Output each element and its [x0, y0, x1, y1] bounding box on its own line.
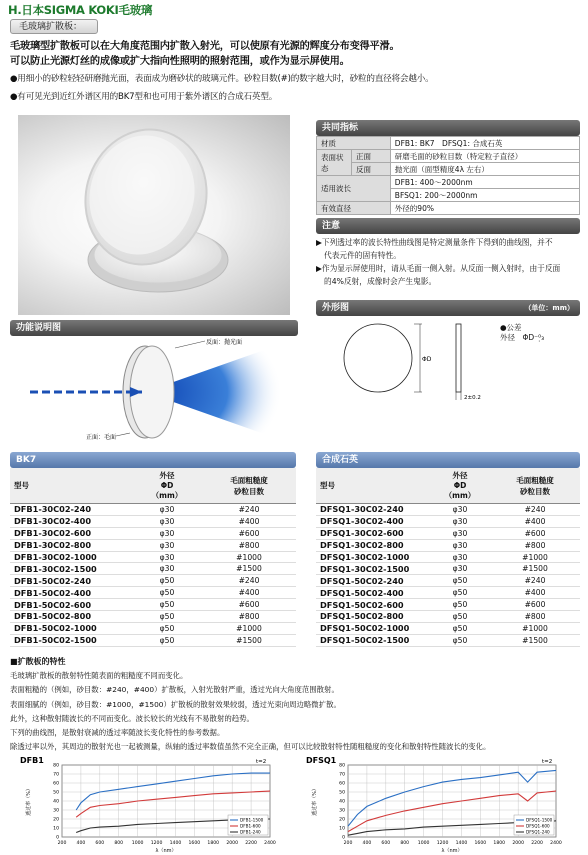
outline-header — [316, 300, 580, 316]
spec-header: 共同指标 — [316, 120, 580, 136]
tolerance-label: ●公差 — [500, 323, 522, 332]
spec-label-aperture: 有效直径 — [317, 202, 391, 215]
y-tick-label: 40 — [339, 799, 345, 805]
x-tick-label: 2000 — [512, 841, 525, 846]
x-tick-label: 200 — [57, 841, 67, 846]
x-tick-label: 2000 — [226, 841, 239, 846]
quartz-grit-cell: #240 — [490, 504, 580, 516]
spec-value-material: DFB1: BK7 DFSQ1: 合成石英 — [390, 137, 579, 150]
y-tick-label: 70 — [53, 772, 59, 778]
bk7-model-cell: DFB1-30C02-1000 — [10, 551, 132, 563]
y-tick-label: 70 — [339, 772, 345, 778]
quartz-grit-cell: #1500 — [490, 634, 580, 646]
function-diagram — [30, 338, 290, 446]
bk7-od-cell: φ30 — [132, 504, 202, 516]
bk7-row — [10, 611, 296, 623]
quartz-row — [316, 551, 580, 563]
quartz-model-cell: DFSQ1-30C02-1500 — [316, 563, 430, 575]
x-tick-label: 400 — [76, 841, 86, 846]
x-tick-label: 1800 — [207, 841, 220, 846]
quartz-model-cell: DFSQ1-50C02-1500 — [316, 634, 430, 646]
x-tick-label: 600 — [381, 841, 391, 846]
legend-label: DFB1-240 — [240, 829, 261, 835]
x-tick-label: 2200 — [245, 841, 257, 846]
quartz-od-cell: φ30 — [430, 551, 490, 563]
bk7-model-cell: DFB1-50C02-240 — [10, 575, 132, 587]
legend-label: DFSQ1-1500 — [526, 817, 553, 823]
y-tick-label: 50 — [53, 790, 59, 796]
caution-line: 的4%反射，成像时会产生鬼影。 — [324, 277, 437, 286]
quartz-row — [316, 515, 580, 527]
quartz-row — [316, 622, 580, 634]
y-tick-label: 40 — [53, 799, 59, 805]
quartz-model-cell: DFSQ1-50C02-800 — [316, 611, 430, 623]
bk7-model-cell: DFB1-30C02-600 — [10, 527, 132, 539]
bk7-row — [10, 527, 296, 539]
characteristics-title: ■扩散板的特性 — [10, 657, 66, 666]
quartz-grit-cell: #400 — [490, 515, 580, 527]
spec-label-surface: 表面状态 — [317, 150, 352, 176]
x-tick-label: 800 — [114, 841, 124, 846]
bk7-model-cell: DFB1-30C02-400 — [10, 515, 132, 527]
x-tick-label: 800 — [400, 841, 410, 846]
quartz-row — [316, 504, 580, 516]
outline-unit: （单位：mm） — [524, 304, 574, 312]
bk7-od-cell: φ50 — [132, 575, 202, 587]
bk7-grit-cell: #800 — [202, 611, 296, 623]
quartz-od-cell: φ50 — [430, 622, 490, 634]
quartz-model-cell: DFSQ1-30C02-600 — [316, 527, 430, 539]
intro-bullet-1: ●用细小的砂粒轻轻研磨抛光面，表面成为磨砂状的玻璃元件。砂粒目数(#)的数字越大时，砂粒的直径将会越小。 — [10, 74, 434, 84]
quartz-model-cell: DFSQ1-50C02-240 — [316, 575, 430, 587]
x-tick-label: 2400 — [264, 841, 276, 846]
bk7-table — [10, 468, 296, 647]
bk7-od-cell: φ50 — [132, 587, 202, 599]
y-tick-label: 20 — [53, 817, 59, 823]
bk7-row — [10, 551, 296, 563]
quartz-row — [316, 539, 580, 551]
quartz-model-cell: DFSQ1-50C02-1000 — [316, 622, 430, 634]
dfsq1-chart — [306, 755, 568, 853]
dimension-thickness-label: 2±0.2 — [464, 395, 481, 401]
x-axis-label: λ（nm） — [441, 848, 463, 853]
spec-value-wavelength-2: BFSQ1: 200～2000nm — [390, 189, 579, 202]
bk7-grit-cell: #1000 — [202, 622, 296, 634]
y-tick-label: 60 — [53, 781, 59, 787]
x-tick-label: 1600 — [474, 841, 487, 846]
y-axis-label: 透过率（%） — [312, 786, 318, 816]
spec-label-wavelength: 适用波长 — [317, 176, 391, 202]
x-tick-label: 400 — [362, 841, 372, 846]
quartz-od-cell: φ30 — [430, 515, 490, 527]
bk7-model-cell: DFB1-50C02-600 — [10, 599, 132, 611]
x-tick-label: 200 — [343, 841, 353, 846]
caution-line: 代表元件的固有特性。 — [324, 251, 401, 260]
product-photo — [18, 115, 290, 315]
legend-label: DFB1-600 — [240, 823, 261, 829]
quartz-grit-cell: #400 — [490, 587, 580, 599]
bk7-row — [10, 539, 296, 551]
quartz-model-cell: DFSQ1-30C02-400 — [316, 515, 430, 527]
bk7-grit-cell: #1500 — [202, 634, 296, 646]
legend-label: DFSQ1-600 — [526, 823, 550, 829]
x-tick-label: 1200 — [150, 841, 163, 846]
chart-title: DFSQ1 — [306, 756, 337, 765]
quartz-grit-cell: #1000 — [490, 551, 580, 563]
quartz-col-grit: 毛面粗糙度 砂粒目数 — [490, 468, 580, 504]
quartz-row — [316, 611, 580, 623]
bk7-model-cell: DFB1-50C02-800 — [10, 611, 132, 623]
quartz-row — [316, 575, 580, 587]
bk7-col-od: 外径 ΦD （mm） — [132, 468, 202, 504]
quartz-grit-cell: #1000 — [490, 622, 580, 634]
bk7-header: BK7 — [10, 452, 296, 468]
quartz-od-cell: φ30 — [430, 504, 490, 516]
x-tick-label: 1800 — [493, 841, 506, 846]
quartz-grit-cell: #240 — [490, 575, 580, 587]
bk7-od-cell: φ50 — [132, 634, 202, 646]
y-tick-label: 20 — [339, 817, 345, 823]
bk7-od-cell: φ30 — [132, 551, 202, 563]
y-tick-label: 50 — [339, 790, 345, 796]
quartz-grit-cell: #800 — [490, 611, 580, 623]
back-face-label: 反面：抛光面 — [206, 339, 243, 346]
y-tick-label: 30 — [53, 808, 59, 814]
y-tick-label: 10 — [53, 826, 59, 832]
quartz-row — [316, 634, 580, 646]
x-tick-label: 1400 — [169, 841, 182, 846]
bk7-od-cell: φ30 — [132, 539, 202, 551]
characteristics-line: 除透过率以外，其周边的散射光也一起被测量，纵轴的透过率数值虽然不完全正确，但可以比较散射特性随粗糙度的变化和散射特性随波长的变化。 — [10, 742, 491, 752]
quartz-col-model: 型号 — [316, 468, 430, 504]
y-axis-label: 透过率（%） — [26, 786, 32, 816]
bk7-model-cell: DFB1-50C02-1500 — [10, 634, 132, 646]
caution-text — [316, 236, 584, 288]
bk7-model-cell: DFB1-30C02-1500 — [10, 563, 132, 575]
quartz-model-cell: DFSQ1-50C02-400 — [316, 587, 430, 599]
bk7-grit-cell: #600 — [202, 599, 296, 611]
spec-sub-front: 正面 — [352, 150, 391, 163]
bk7-od-cell: φ30 — [132, 527, 202, 539]
intro-bullet-2: ●有可见光到近红外谱区用的BK7型和也可用于紫外谱区的合成石英型。 — [10, 92, 278, 102]
bk7-model-cell: DFB1-30C02-800 — [10, 539, 132, 551]
quartz-od-cell: φ50 — [430, 611, 490, 623]
bk7-grit-cell: #1000 — [202, 551, 296, 563]
caution-header: 注意 — [316, 218, 580, 234]
dfb1-chart — [20, 755, 282, 853]
quartz-model-cell: DFSQ1-50C02-600 — [316, 599, 430, 611]
quartz-od-cell: φ50 — [430, 634, 490, 646]
x-tick-label: 1000 — [417, 841, 430, 846]
spec-value-front: 研磨毛面的砂粒目数（特定粒子直径） — [390, 150, 579, 163]
bk7-row — [10, 634, 296, 646]
bk7-od-cell: φ30 — [132, 563, 202, 575]
bk7-col-grit: 毛面粗糙度 砂粒目数 — [202, 468, 296, 504]
outline-title: 外形图 — [322, 303, 350, 313]
bk7-grit-cell: #240 — [202, 575, 296, 587]
caution-line: ▶作为显示屏使用时，请从毛面一侧入射。从反面一侧入射时，由于反面 — [316, 264, 561, 273]
tolerance-note — [500, 323, 544, 343]
bk7-od-cell: φ50 — [132, 599, 202, 611]
quartz-od-cell: φ50 — [430, 587, 490, 599]
quartz-model-cell: DFSQ1-30C02-240 — [316, 504, 430, 516]
x-tick-label: 600 — [95, 841, 105, 846]
bk7-row — [10, 622, 296, 634]
chart-thickness-label: t=2 — [256, 759, 267, 765]
chart-title: DFB1 — [20, 756, 44, 765]
characteristics-line: 表面粗糙的（例如，砂目数：#240，#400）扩散板，入射光散射严重，透过光向大角度范围散射。 — [10, 685, 339, 695]
x-tick-label: 1400 — [455, 841, 468, 846]
spec-sub-back: 反面 — [352, 163, 391, 176]
dimension-od-label: ΦD — [422, 356, 432, 363]
y-tick-label: 60 — [339, 781, 345, 787]
bk7-row — [10, 504, 296, 516]
quartz-row — [316, 599, 580, 611]
x-axis-label: λ（nm） — [155, 848, 177, 853]
bk7-row — [10, 599, 296, 611]
quartz-od-cell: φ50 — [430, 575, 490, 587]
bk7-row — [10, 515, 296, 527]
caution-line: ▶下列透过率的波长特性曲线图是特定测量条件下得到的曲线图，并不 — [316, 238, 553, 247]
bk7-row — [10, 563, 296, 575]
quartz-od-cell: φ30 — [430, 527, 490, 539]
bk7-grit-cell: #240 — [202, 504, 296, 516]
quartz-od-cell: φ30 — [430, 539, 490, 551]
x-tick-label: 2200 — [531, 841, 543, 846]
spec-label-material: 材质 — [317, 137, 391, 150]
y-tick-label: 80 — [339, 763, 345, 769]
bk7-model-cell: DFB1-30C02-240 — [10, 504, 132, 516]
bk7-grit-cell: #400 — [202, 587, 296, 599]
x-tick-label: 1200 — [436, 841, 449, 846]
spec-value-back: 抛光面（面型精度4λ 左右） — [390, 163, 579, 176]
quartz-row — [316, 587, 580, 599]
function-diagram-header: 功能说明图 — [10, 320, 298, 336]
y-tick-label: 80 — [53, 763, 59, 769]
bk7-row — [10, 587, 296, 599]
quartz-grit-cell: #800 — [490, 539, 580, 551]
y-tick-label: 0 — [56, 835, 59, 841]
bk7-od-cell: φ50 — [132, 611, 202, 623]
quartz-od-cell: φ30 — [430, 563, 490, 575]
quartz-grit-cell: #1500 — [490, 563, 580, 575]
quartz-row — [316, 527, 580, 539]
front-face-label: 正面：毛面 — [86, 434, 117, 441]
characteristics-line: 此外，这种散射随波长的不同而变化。波长较长的光线有不易散射的趋势。 — [10, 713, 254, 723]
bk7-od-cell: φ30 — [132, 515, 202, 527]
page-title: H.日本SIGMA KOKI毛玻璃 — [8, 3, 153, 17]
section-tag: 毛玻璃扩散板： — [10, 19, 98, 34]
x-tick-label: 1600 — [188, 841, 201, 846]
bk7-grit-cell: #1500 — [202, 563, 296, 575]
quartz-grit-cell: #600 — [490, 527, 580, 539]
y-tick-label: 30 — [339, 808, 345, 814]
bk7-model-cell: DFB1-50C02-400 — [10, 587, 132, 599]
quartz-table — [316, 468, 580, 647]
quartz-row — [316, 563, 580, 575]
intro-line-1: 毛玻璃型扩散板可以在大角度范围内扩散入射光，可以使原有光源的辉度分布变得平滑。 — [10, 41, 400, 52]
quartz-od-cell: φ50 — [430, 599, 490, 611]
y-tick-label: 10 — [339, 826, 345, 832]
legend-label: DFSQ1-240 — [526, 829, 550, 835]
bk7-model-cell: DFB1-50C02-1000 — [10, 622, 132, 634]
bk7-col-model: 型号 — [10, 468, 132, 504]
quartz-header: 合成石英 — [316, 452, 580, 468]
chart-thickness-label: t=2 — [542, 759, 553, 765]
quartz-grit-cell: #600 — [490, 599, 580, 611]
characteristics-line: 毛玻璃扩散板的散射特性随表面的粗糙度不同而变化。 — [10, 671, 188, 680]
spec-value-aperture: 外径的90% — [390, 202, 579, 215]
tolerance-value: 外径 ΦD⁻⁰̣₃ — [500, 333, 545, 342]
quartz-col-od: 外径 ΦD （mm） — [430, 468, 490, 504]
intro-line-2: 可以防止光源灯丝的成像或扩大指向性照明的照射范围，或作为显示屏使用。 — [10, 56, 350, 67]
bk7-grit-cell: #800 — [202, 539, 296, 551]
bk7-row — [10, 575, 296, 587]
spec-value-wavelength-1: DFB1: 400～2000nm — [390, 176, 579, 189]
y-tick-label: 0 — [342, 835, 345, 841]
quartz-model-cell: DFSQ1-30C02-1000 — [316, 551, 430, 563]
bk7-od-cell: φ50 — [132, 622, 202, 634]
bk7-grit-cell: #400 — [202, 515, 296, 527]
characteristics-line: 下列的曲线图，是散射衰减的透过率随波长变化特性的参考数据。 — [10, 728, 225, 738]
quartz-model-cell: DFSQ1-30C02-800 — [316, 539, 430, 551]
characteristics-line: 表面细腻的（例如，砂目数：#1000，#1500）扩散板的散射效果较弱，透过光束向周边略微扩散。 — [10, 699, 341, 709]
x-tick-label: 2400 — [550, 841, 562, 846]
characteristics-text — [10, 669, 580, 755]
bk7-grit-cell: #600 — [202, 527, 296, 539]
x-tick-label: 1000 — [131, 841, 144, 846]
spec-table — [316, 136, 580, 215]
legend-label: DFB1-1500 — [240, 817, 264, 823]
